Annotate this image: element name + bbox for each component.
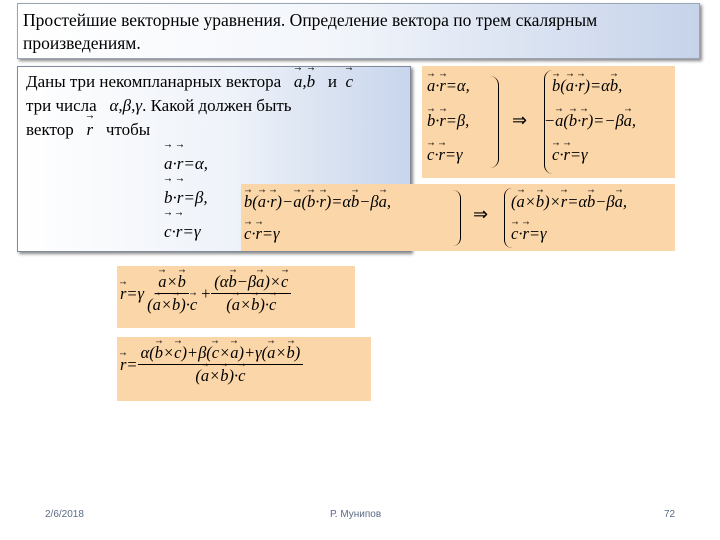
implies-arrow-2: ⇒ [473,204,489,224]
p2-eq-4: c →·r →=γ [511,224,547,244]
right-brace-2 [453,190,461,246]
p1-eq-c-r: c →·r →=γ [552,145,588,165]
formula-r-gamma: r → =γ $\frac{a \to\times b \to}{(a \to\times b \to)\cdot c}$ → + $\frac{(\alpha b \to-\beta a \to)\times c \to}{(a \to\times b \to)\cdot c}$ → [120,272,291,315]
p2-eq-2: c →·r →=γ [244,224,280,244]
equation-2: b →·r →=β, [164,181,208,215]
formula-panel-2 [117,337,371,401]
footer-page-number: 72 [664,509,676,520]
transform-panel-1 [422,66,675,178]
vector-r-math: r → [78,120,102,139]
formula-r-final: r → = $\frac{\alpha(b \to\times c \to)+\beta(c \to\times a \to)+\gamma(a \to\times b \to)}{(a \to\times b \to)\cdot c}$ → [120,343,303,386]
p1-eq-b-ar: b →(a →·r →)=αb →, [552,76,622,96]
intro-text-3: . Какой должен быть [142,96,292,115]
implies-arrow-1: ⇒ [512,110,528,130]
right-brace [490,76,499,168]
slide-title [23,9,597,55]
intro-text-2: три числа [26,96,97,115]
intro-text-5: чтобы [105,120,151,139]
intro-and: и [327,72,338,91]
equation-1: a →·r →=α, [164,147,208,181]
equation-system [164,147,208,249]
intro-text-4: вектор [26,120,74,139]
p2-eq-3: (a →×b →)×r →=αb →−βa →, [511,192,627,212]
footer-date: 2/6/2018 [45,509,84,520]
title-line-2: произведениям. [23,33,141,53]
p1-eq-a: a →·r →=α, [427,76,470,96]
equation-3: c →·r →=γ [164,215,208,249]
slide-title-box [17,3,700,59]
vector-c-math: c → [346,72,354,91]
transform-panel-2 [241,184,675,251]
numbers-math: α,β,γ [100,96,143,115]
p1-eq-b: b →·r →=β, [427,111,469,131]
p1-eq-c: c →·r →=γ [427,145,463,165]
footer-author: Р. Мунипов [330,509,382,520]
p1-eq-a-br: −a →(b →·r →)=−βa →, [544,111,636,131]
p2-eq-1: b →(a →·r →)−a →(b →·r →)=αb →−βa →, [244,192,391,212]
intro-text-1: Даны три некомпланарных вектора [26,72,282,91]
problem-text [26,70,353,142]
title-line-1: Простейшие векторные уравнения. Определение вектора по трем скалярным [23,10,598,30]
formula-panel-1 [117,266,355,328]
vectors-ab-math: a →,b → [285,72,315,91]
